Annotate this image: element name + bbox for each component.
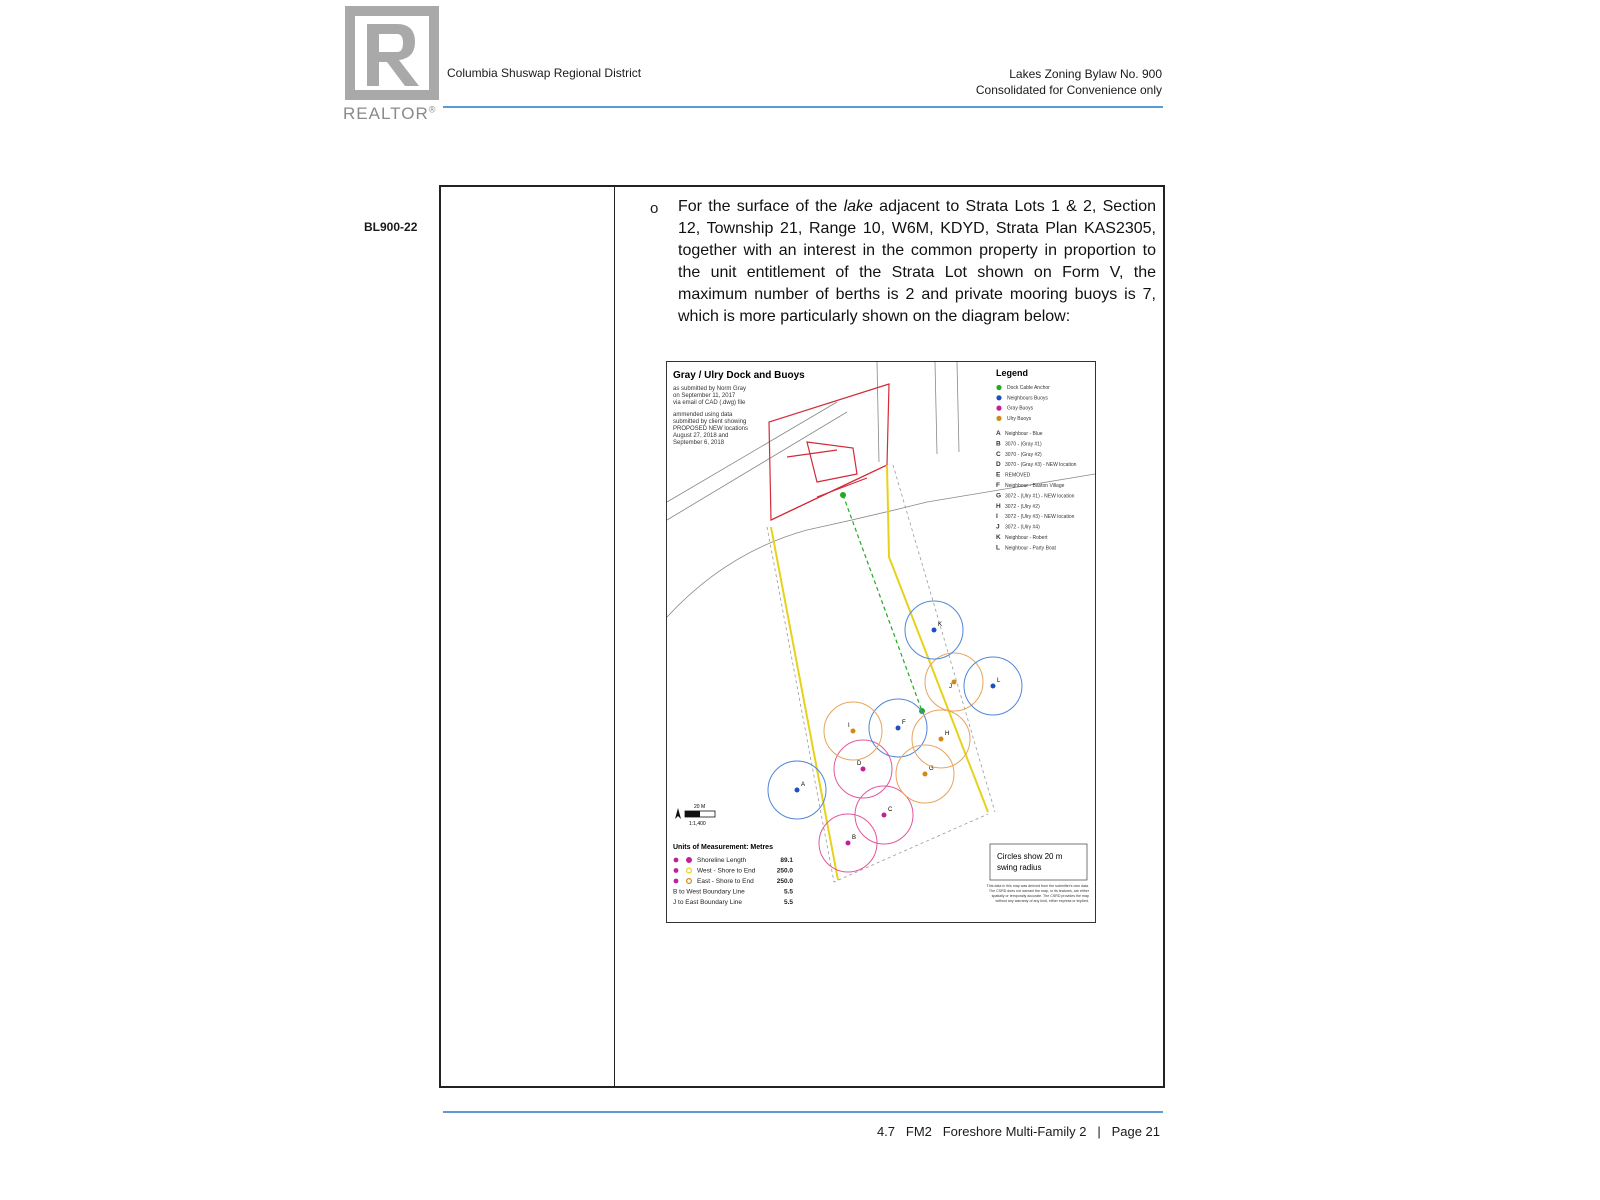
- north-arrow-icon: [675, 808, 681, 819]
- legend-letter: B: [996, 440, 1001, 448]
- scale-ratio: 1:1,400: [689, 821, 706, 827]
- header-bylaw-title: [976, 66, 1162, 98]
- legend-letter: J: [996, 523, 1000, 531]
- measurement-list: [673, 857, 793, 906]
- regulation-paragraph: For the surface of the lake adjacent to Strata Lots 1 & 2, Section 12, Township 21, Range 10, W6M, KDYD, Strata Plan KAS2305, together with an interest in the common property in proportion to the unit entitlement of the Strata Lot shown on Form V, the maximum number of berths is 2 and private mooring buoys is 7, which is more particularly shown on the diagram below:: [678, 198, 1156, 325]
- measure-dot: [674, 868, 679, 873]
- legend-letter-label: 3070 - (Gray #1): [1005, 441, 1042, 448]
- realtor-r-glyph: [345, 6, 439, 100]
- dock-anchor-shore: [840, 492, 846, 498]
- map-title: Gray / Ulry Dock and Buoys: [673, 370, 805, 381]
- measure-dot: [687, 858, 692, 863]
- legend-swatch: [996, 406, 1001, 411]
- legend-symbol-label: Dock Cable Anchor: [1007, 385, 1050, 391]
- legend-letter: F: [996, 482, 1000, 489]
- buoy-label-c: C: [888, 807, 893, 813]
- measure-label: B to West Boundary Line: [673, 888, 745, 896]
- legend-swatch: [996, 385, 1001, 390]
- map-disclaimer: [987, 884, 1090, 903]
- measure-dot: [674, 879, 679, 884]
- buoy-g: [923, 772, 928, 777]
- units-title: Units of Measurement: Metres: [673, 844, 773, 851]
- legend-letter-label: 3070 - (Gray #3) - NEW location: [1005, 462, 1077, 469]
- footer-divider: [443, 1111, 1163, 1113]
- lake-term: lake: [843, 198, 873, 215]
- measure-value: 250.0: [776, 867, 793, 875]
- footer-separator: |: [1097, 1124, 1101, 1139]
- buoy-label-h: H: [945, 731, 950, 737]
- legend-letter: I: [996, 513, 998, 521]
- header-consolidated-note: Consolidated for Convenience only: [975, 83, 1162, 97]
- legend-letter-label: Neighbour - Blue: [1005, 431, 1043, 437]
- legend-letter: H: [996, 502, 1001, 510]
- buoy-label-l: L: [997, 678, 1001, 684]
- buoy-label-j: J: [949, 684, 952, 690]
- page-footer: [877, 1124, 1160, 1139]
- legend-letter: C: [996, 450, 1001, 458]
- legend-symbols: [996, 385, 1050, 422]
- legend-letters: [996, 430, 1077, 551]
- scale-bar: [685, 804, 715, 827]
- dashed-offset-lines: [767, 465, 995, 882]
- map-canvas: [667, 362, 1095, 922]
- circles-note-box: [990, 844, 1087, 880]
- map-note-line: August 27, 2018 and: [673, 433, 729, 439]
- dock-buoy-map: [666, 361, 1096, 923]
- legend-symbol-label: Ulry Buoys: [1007, 415, 1032, 422]
- buoy-b: [846, 841, 851, 846]
- measure-dot: [687, 868, 692, 873]
- map-note-line: September 6, 2018: [673, 440, 725, 446]
- legend-letter-label: Neighbour - Robert: [1005, 535, 1048, 541]
- measure-value: 5.5: [783, 899, 793, 906]
- footer-code: FM2: [905, 1124, 932, 1139]
- legend-letter-label: Neighbour - Baston Village: [1005, 483, 1065, 489]
- map-note-line: via email of CAD (.dwg) file: [673, 400, 746, 406]
- buoy-label-b: B: [852, 835, 857, 841]
- buoy-label-f: F: [902, 720, 906, 726]
- legend-letter: K: [996, 534, 1001, 541]
- realtor-logo-mark: [345, 6, 439, 100]
- legend-letter-label: 3072 - (Ulry #2): [1005, 503, 1040, 510]
- legend-symbol-label: Gray Buoys: [1007, 405, 1034, 412]
- header-divider: [443, 106, 1163, 108]
- legend-title: Legend: [996, 368, 1029, 378]
- buoy-h: [939, 737, 944, 742]
- legend-letter: E: [996, 471, 1001, 479]
- measure-label: East - Shore to End: [697, 878, 754, 885]
- amendment-reference: BL900-22: [364, 220, 418, 234]
- legend-letter: G: [996, 492, 1002, 500]
- disclaimer-line: This data in this map was derived from the submitter's own data.: [986, 884, 1089, 888]
- measure-label: Shoreline Length: [697, 857, 747, 864]
- map-note-line: on September 11, 2017: [673, 393, 736, 399]
- legend-letter: L: [996, 544, 1000, 552]
- header-bylaw-name: Lakes Zoning Bylaw No. 900: [1009, 67, 1162, 81]
- map-note-line: PROPOSED NEW locations: [673, 426, 749, 432]
- buoy-l: [991, 684, 996, 689]
- measure-label: J to East Boundary Line: [673, 899, 743, 906]
- legend-swatch: [996, 416, 1001, 421]
- buoy-label-i: I: [848, 723, 850, 729]
- buoy-label-g: G: [929, 766, 934, 772]
- buoy-group: [768, 601, 1022, 872]
- list-bullet: o: [650, 200, 659, 217]
- buoy-d: [861, 767, 866, 772]
- legend-letter: D: [996, 461, 1001, 469]
- disclaimer-line: without any warranty of any kind, either express or implied.: [995, 899, 1089, 903]
- table-column-divider: [614, 186, 615, 1086]
- legend-letter: A: [996, 430, 1001, 437]
- disclaimer-line: spatially or temporally accurate. The CSRD provides the map: [991, 894, 1089, 898]
- upland-lot-lines: [769, 384, 889, 520]
- circles-note-line2: swing radius: [997, 863, 1042, 872]
- footer-zone-name: Foreshore Multi-Family 2: [942, 1124, 1087, 1139]
- legend-letter-label: 3070 - (Gray #2): [1005, 451, 1042, 458]
- buoy-f: [896, 726, 901, 731]
- realtor-logo-text: REALTOR®: [343, 104, 437, 123]
- map-note-line: ammended using data: [673, 412, 733, 418]
- circles-note-line1: Circles show 20 m: [997, 852, 1063, 861]
- buoy-j: [952, 680, 957, 685]
- map-notes: [673, 386, 748, 446]
- legend-letter-label: Neighbour - Party Boat: [1005, 545, 1056, 552]
- buoy-label-d: D: [857, 761, 862, 767]
- buoy-a: [795, 788, 800, 793]
- measure-value: 250.0: [776, 878, 793, 885]
- measure-label: West - Shore to End: [697, 867, 756, 875]
- map-note-line: as submitted by Norm Gray: [673, 386, 747, 392]
- legend-letter-label: 3072 - (Ulry #4): [1005, 524, 1040, 531]
- dock-cable-line: [843, 495, 922, 711]
- buoy-label-k: K: [938, 622, 943, 628]
- buoy-c: [882, 813, 887, 818]
- buoy-k: [932, 628, 937, 633]
- map-note-line: submitted by client showing: [673, 419, 747, 425]
- footer-section: 4.7: [876, 1124, 896, 1139]
- legend-swatch: [996, 395, 1001, 400]
- legend-letter-label: REMOVED: [1005, 472, 1031, 479]
- footer-page-number: Page 21: [1111, 1124, 1160, 1139]
- legend-letter-label: 3072 - (Ulry #3) - NEW location: [1005, 514, 1075, 521]
- disclaimer-line: The CSRD does not warrant the map, or its features, are either: [988, 889, 1089, 893]
- measure-value: 5.5: [783, 888, 793, 896]
- buoy-i: [851, 729, 856, 734]
- legend-letter-label: 3072 - (Ulry #1) - NEW location: [1005, 493, 1075, 500]
- scale-label: 20 M: [694, 804, 706, 810]
- header-organization: Columbia Shuswap Regional District: [447, 66, 642, 80]
- buoy-label-a: A: [801, 782, 806, 788]
- measure-value: 89.1: [780, 857, 793, 864]
- legend-symbol-label: Neighbours Buoys: [1007, 395, 1048, 402]
- measure-dot: [674, 858, 679, 863]
- measure-dot: [687, 879, 692, 884]
